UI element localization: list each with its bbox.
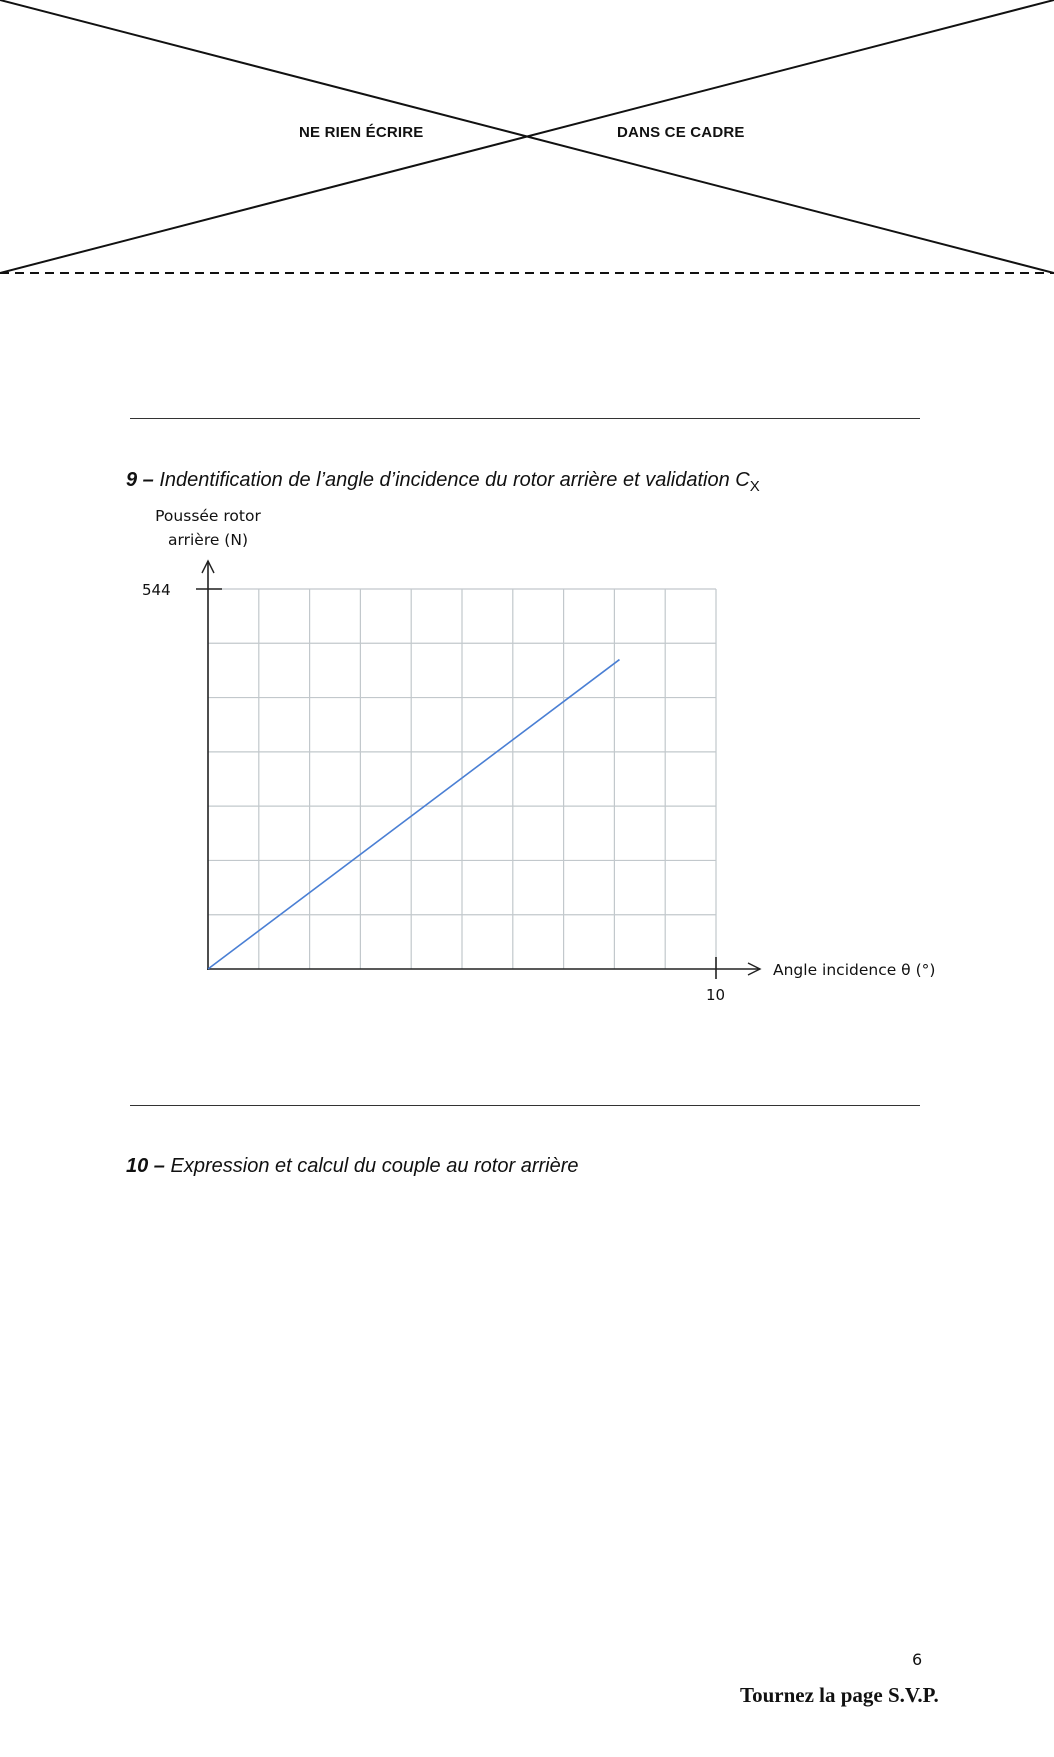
header-left-text: NE RIEN ÉCRIRE: [299, 124, 424, 141]
question-9-subscript: X: [749, 478, 760, 495]
separator-rule: [130, 418, 920, 419]
y-axis-label: arrière (N): [168, 531, 248, 549]
header-right-text: DANS CE CADRE: [617, 124, 745, 141]
separator-rule: [130, 1105, 920, 1106]
no-write-frame: [0, 0, 1054, 280]
question-10-title: [126, 1155, 579, 1178]
turn-page-note: Tournez la page S.V.P.: [740, 1683, 939, 1707]
question-10-text: Expression et calcul du couple au rotor arrière: [170, 1155, 579, 1177]
y-axis-label: Poussée rotor: [155, 507, 261, 525]
page-number: 6: [912, 1650, 923, 1669]
x-axis-label: Angle incidence θ (°): [773, 961, 936, 979]
x-tick-label: 10: [706, 986, 726, 1004]
data-line: [208, 660, 619, 969]
question-9-title: [126, 469, 760, 495]
question-9-number: 9 –: [126, 469, 154, 491]
chart-svg: [0, 495, 1054, 1025]
question-9-text: Indentification de l’angle d’incidence du rotor arrière et validation C: [159, 469, 750, 491]
thrust-angle-chart: [0, 495, 1054, 1025]
question-10-number: 10 –: [126, 1155, 165, 1177]
y-tick-label: 544: [142, 581, 171, 599]
